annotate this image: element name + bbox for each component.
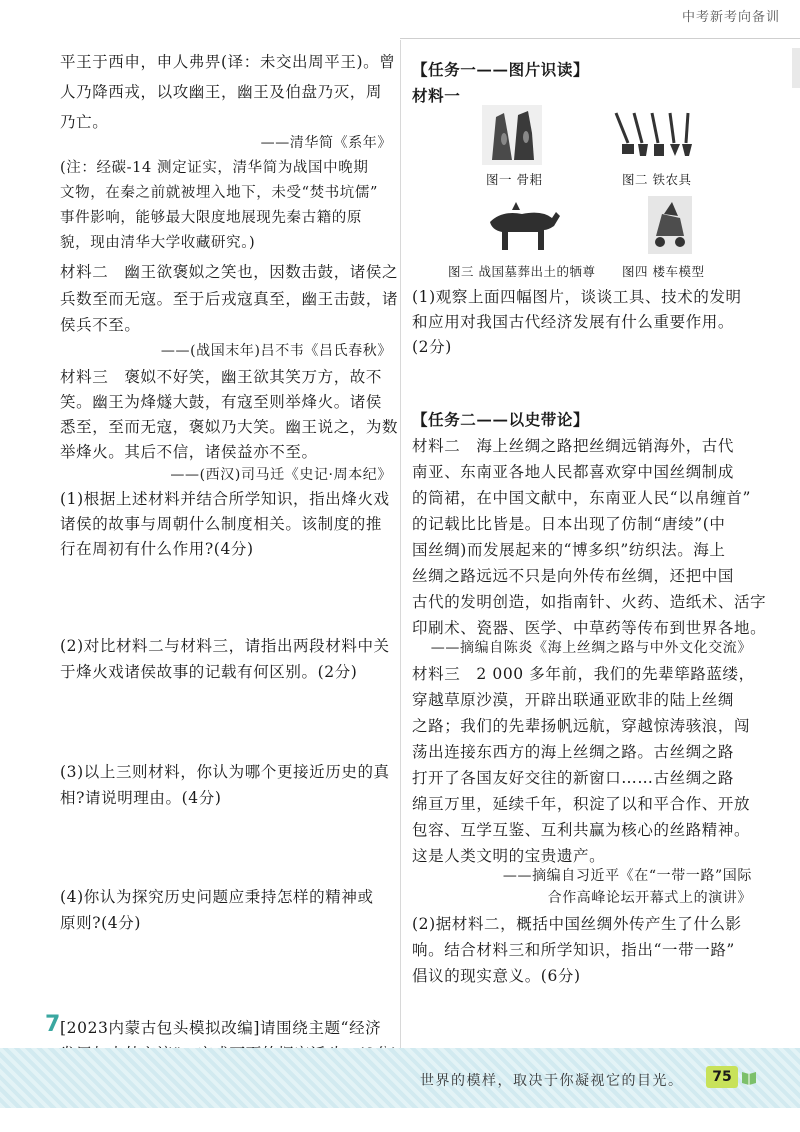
book-icon (740, 1068, 758, 1086)
material-line: 南亚、东南亚各地人民都喜欢穿中国丝绸制成 (412, 463, 735, 481)
note-line: (注：经碳-14 测定证实，清华简为战国中晚期 (60, 160, 369, 176)
question-line: 相?请说明理由。(4分) (60, 789, 222, 807)
material-line: 古代的发明创造，如指南针、火药、造纸术、活字 (412, 593, 767, 611)
question-line: [2023内蒙古包头模拟改编]请围绕主题“经济 (60, 1019, 382, 1037)
task-heading: 【任务一——图片识读】 (412, 60, 590, 79)
bone-plow-image (482, 105, 542, 165)
material-line: 之路；我们的先辈扬帆远航，穿越惊涛骇浪，闯 (412, 717, 751, 735)
material-line: 印刷术、瓷器、医学、中草药等传布到世界各地。 (412, 619, 767, 637)
question-line: (1)根据上述材料并结合所学知识，指出烽火戏 (60, 490, 390, 508)
material-line: 侯兵不至。 (60, 316, 141, 334)
figure-caption: 图一 骨耜 (486, 172, 543, 187)
source-citation: ——(西汉)司马迁《史记·周本纪》 (170, 467, 392, 483)
text-line: 平王于西申，申人弗畀(译：未交出周平王)。曾 (60, 53, 396, 71)
material-line: 兵数至而无寇。至于后戎寇真至，幽王击鼓，诸 (60, 290, 399, 308)
material-line: 材料三 2 000 多年前，我们的先辈筚路蓝缕， (412, 665, 755, 683)
material-line: 材料二 幽王欲褒姒之笑也，因数击鼓，诸侯之 (60, 263, 399, 281)
question-number: 7 (45, 1012, 61, 1037)
question-line: (2分) (412, 338, 452, 356)
page-number: 75 (706, 1066, 738, 1088)
material-line: 打开了各国友好交往的新窗口……古丝绸之路 (412, 769, 735, 787)
source-citation: ——摘编自习近平《在“一带一路”国际 (502, 868, 752, 884)
source-citation: 合作高峰论坛开幕式上的演讲》 (547, 890, 752, 906)
iron-tools-image (608, 108, 698, 168)
material-line: 包容、互学互鉴、互利共赢为核心的丝路精神。 (412, 821, 751, 839)
question-line: 倡议的现实意义。(6分) (412, 967, 581, 985)
question-line: (2)据材料二，概括中国丝绸外传产生了什么影 (412, 915, 742, 933)
material-label: 材料一 (412, 86, 461, 105)
note-line: 文物，在秦之前就被埋入地下，未受“焚书坑儒” (60, 185, 379, 201)
task-heading: 【任务二——以史带论】 (412, 410, 590, 429)
material-line: 荡出连接东西方的海上丝绸之路。古丝绸之路 (412, 743, 735, 761)
note-line: 貌，现由清华大学收藏研究。) (60, 235, 256, 251)
material-line: 穿越草原沙漠，开辟出联通亚欧非的陆上丝绸 (412, 691, 735, 709)
material-line: 这是人类文明的宝贵遗产。 (412, 847, 606, 865)
material-line: 材料二 海上丝绸之路把丝绸远销海外，古代 (412, 437, 735, 455)
figure-caption: 图四 楼车模型 (622, 264, 705, 279)
section-title: 中考新考向备训 (681, 10, 780, 25)
text-line: 人乃降西戎，以攻幽王，幽王及伯盘乃灭，周 (60, 83, 383, 101)
material-line: 笑。幽王为烽燧大鼓，有寇至则举烽火。诸侯 (60, 393, 383, 411)
figure-caption: 图三 战国墓葬出土的牺尊 (448, 264, 596, 279)
text-line: 乃亡。 (60, 113, 109, 131)
material-line: 的筒裙，在中国文献中，东南亚人民“以帛缠首” (412, 489, 752, 507)
question-line: 于烽火戏诸侯故事的记载有何区别。(2分) (60, 663, 358, 681)
material-line: 的记载比比皆是。日本出现了仿制“唐绫”(中 (412, 515, 726, 533)
material-line: 丝绸之路远远不只是向外传布丝绸，还把中国 (412, 567, 735, 585)
footer-motto: 世界的模样，取决于你凝视它的目光。 (420, 1073, 684, 1089)
question-line: (2)对比材料二与材料三，请指出两段材料中关 (60, 637, 390, 655)
material-line: 国丝绸)而发展起来的“博多织”纺织法。海上 (412, 541, 726, 559)
question-line: 响。结合材料三和所学知识，指出“一带一路” (412, 941, 735, 959)
material-line: 悉至，至而无寇，褒姒乃大笑。幽王说之，为数 (60, 418, 399, 436)
question-line: (4)你认为探究历史问题应秉持怎样的精神或 (60, 888, 374, 906)
source-citation: ——清华简《系年》 (260, 135, 392, 151)
question-line: 原则?(4分) (60, 914, 141, 932)
edge-tab (792, 48, 800, 88)
source-citation: ——(战国末年)吕不韦《吕氏春秋》 (160, 343, 392, 359)
question-line: 和应用对我国古代经济发展有什么重要作用。 (412, 313, 735, 331)
figure-caption: 图二 铁农具 (622, 172, 692, 187)
column-divider (400, 40, 401, 1050)
material-line: 举烽火。其后不信，诸侯益亦不至。 (60, 443, 318, 461)
note-line: 事件影响，能够最大限度地展现先秦古籍的原 (60, 210, 362, 226)
tower-cart-image (648, 196, 692, 254)
ox-vessel-image (482, 200, 562, 256)
question-line: (1)观察上面四幅图片，谈谈工具、技术的发明 (412, 288, 742, 306)
question-line: 诸侯的故事与周朝什么制度相关。该制度的推 (60, 515, 383, 533)
source-citation: ——摘编自陈炎《海上丝绸之路与中外文化交流》 (430, 640, 752, 656)
material-line: 材料三 褒姒不好笑，幽王欲其笑万方，故不 (60, 368, 383, 386)
question-line: 行在周初有什么作用?(4分) (60, 540, 254, 558)
question-line: (3)以上三则材料，你认为哪个更接近历史的真 (60, 763, 390, 781)
material-line: 绵亘万里，延续千年，积淀了以和平合作、开放 (412, 795, 751, 813)
